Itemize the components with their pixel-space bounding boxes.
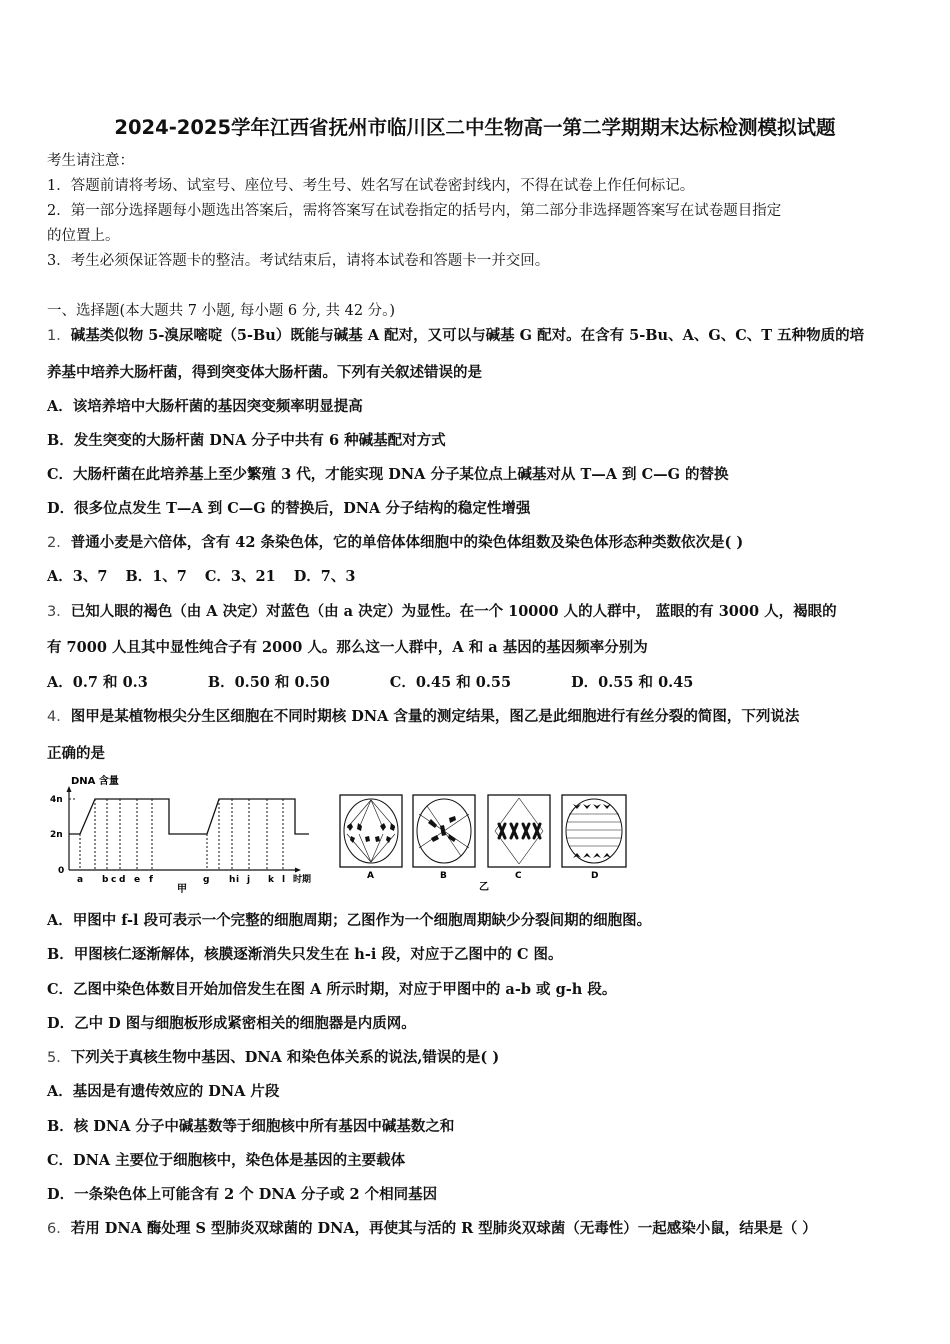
spindle-fiber — [371, 834, 395, 862]
cell-wall — [562, 795, 626, 867]
question-1-option-b: B．发生突变的大肠杆菌 DNA 分子中共有 6 种碱基配对方式 — [47, 432, 446, 449]
question-number: 1． — [47, 328, 71, 344]
option-c: C．3、21 — [204, 568, 276, 585]
cell-membrane — [344, 799, 398, 863]
question-text: 下列关于真核生物中基因、DNA 和染色体关系的说法,错误的是( ) — [70, 1049, 500, 1066]
chromosome — [365, 836, 370, 842]
question-2-stem — [47, 533, 743, 553]
question-text: 若用 DNA 酶处理 S 型肺炎双球菌的 DNA，再使其与活的 R 型肺炎双球菌（无毒性）一起感染小鼠，结果是（ ） — [70, 1220, 817, 1237]
chromosome — [449, 816, 456, 823]
notice-heading: 考生请注意： — [47, 153, 134, 169]
xtick-d: d — [119, 875, 126, 885]
x-axis-label: 时期 — [293, 875, 312, 885]
option-c: C．0.45 和 0.55 — [389, 674, 512, 691]
question-3-stem-2: 有 7000 人且其中显性纯合子有 2000 人。那么这一人群中，A 和 a 基因的基因频率分别为 — [47, 639, 648, 656]
ytick-2n: 2n — [50, 830, 63, 840]
question-text: 普通小麦是六倍体，含有 42 条染色体，它的单倍体体细胞中的染色体组数及染色体形态种类数依次是( ) — [70, 534, 744, 551]
dna-curve — [69, 799, 309, 834]
question-1-option-c: C．大肠杆菌在此培养基上至少繁殖 3 代，才能实现 DNA 分子某位点上碱基对从 T—A 到 C—G 的替换 — [47, 466, 729, 483]
question-1-option-a: A．该培养培中大肠杆菌的基因突变频率明显提高 — [47, 398, 363, 415]
section-heading: 一、选择题(本大题共 7 小题, 每小题 6 分, 共 42 分。) — [47, 303, 396, 319]
chromosome — [583, 853, 591, 858]
xtick-c: c — [111, 875, 117, 885]
question-text: 已知人眼的褐色（由 A 决定）对蓝色（由 a 决定）为显性。在一个 10000 人的人群中， 蓝眼的有 3000 人，褐眼的 — [70, 603, 837, 620]
chromosome — [390, 823, 395, 831]
notice-item-3: 3．考生必须保证答题卡的整洁。考试结束后，请将本试卷和答题卡一并交回。 — [47, 253, 550, 269]
spindle-fiber — [359, 800, 371, 828]
chromosome — [593, 853, 601, 858]
xtick-g: g — [203, 875, 210, 885]
spindle-fiber — [371, 800, 383, 828]
option-a: A．0.7 和 0.3 — [47, 674, 148, 691]
ytick-4n: 4n — [50, 795, 63, 805]
question-text: 碱基类似物 5-溴尿嘧啶（5-Bu）既能与碱基 A 配对，又可以与碱基 G 配对。在含有 5-Bu、A、G、C、T 五种物质的培 — [70, 327, 865, 344]
notice-item-2: 2．第一部分选择题每小题选出答案后，需将答案写在试卷指定的括号内，第二部分非选择题答案写在试卷题目指定 — [47, 203, 782, 219]
question-5-option-a: A．基因是有遗传效应的 DNA 片段 — [47, 1083, 280, 1100]
chromosome — [350, 836, 355, 843]
question-number: 3． — [47, 604, 71, 620]
x-tick-labels — [77, 873, 311, 885]
question-number: 6． — [47, 1221, 71, 1237]
x-axis-arrow — [295, 868, 301, 873]
graph-ylabel: DNA 含量 — [71, 776, 119, 787]
chromosome — [603, 804, 611, 809]
cell-label-a: A — [367, 871, 374, 881]
option-b: B．1、7 — [125, 568, 187, 585]
question-6-stem — [47, 1219, 817, 1239]
spindle-fibers — [347, 800, 395, 862]
question-text: 图甲是某植物根尖分生区细胞在不同时期核 DNA 含量的测定结果，图乙是此细胞进行有丝分裂的简图，下列说法 — [70, 708, 800, 725]
chromosome — [347, 823, 353, 831]
question-1-option-d: D．很多位点发生 T—A 到 C—G 的替换后，DNA 分子结构的稳定性增强 — [47, 500, 531, 517]
chromosomes — [573, 804, 611, 858]
question-4-option-a: A．甲图中 f-l 段可表示一个完整的细胞周期；乙图作为一个细胞周期缺少分裂间期的细胞图。 — [47, 912, 652, 929]
option-d: D．7、3 — [293, 568, 356, 585]
chromosome — [386, 836, 391, 843]
chromosomes — [347, 823, 395, 843]
chromosome — [593, 804, 601, 809]
question-4-option-c: C．乙图中染色体数目开始加倍发生在图 A 所示时期，对应于甲图中的 a-b 或 g-h 段。 — [47, 981, 617, 998]
question-5-stem — [47, 1048, 499, 1068]
option-a: A．3、7 — [47, 568, 108, 585]
cell-d — [562, 795, 626, 881]
question-number: 4． — [47, 709, 71, 725]
question-4-stem-1 — [47, 707, 799, 727]
xtick-f: f — [149, 875, 153, 885]
question-3-options — [47, 673, 693, 693]
cell-b — [413, 795, 475, 881]
chromosomes — [428, 816, 456, 842]
graph-caption: 甲 — [177, 884, 187, 894]
option-d: D．0.55 和 0.45 — [571, 674, 694, 691]
xtick-b: b — [102, 875, 109, 885]
chromosome — [603, 853, 611, 858]
cell-label-d: D — [591, 871, 599, 881]
question-4-stem-2: 正确的是 — [47, 745, 105, 762]
xtick-j: j — [247, 875, 251, 885]
exam-title: 2024-2025学年江西省抚州市临川区二中生物高一第二学期期末达标检测模拟试题 — [114, 116, 836, 139]
chromosome — [375, 836, 380, 842]
question-4-option-b: B．甲图核仁逐渐解体，核膜逐渐消失只发生在 h-i 段，对应于乙图中的 C 图。 — [47, 946, 563, 963]
chromosome — [583, 804, 591, 809]
cell-cycle-figure — [47, 774, 647, 894]
cell-c — [488, 795, 550, 881]
cell-wall — [488, 795, 550, 867]
question-5-option-b: B．核 DNA 分子中碱基数等于细胞核中所有基因中碱基数之和 — [47, 1118, 455, 1135]
notice-item-1: 1．答题前请将考场、试室号、座位号、考生号、姓名写在试卷密封线内，不得在试卷上作任何标记。 — [47, 178, 695, 194]
question-5-option-d: D．一条染色体上可能含有 2 个 DNA 分子或 2 个相同基因 — [47, 1186, 438, 1203]
dna-content-graph — [50, 774, 311, 894]
xtick-k: k — [268, 875, 274, 885]
xtick-a: a — [77, 875, 84, 885]
cells-caption: 乙 — [479, 882, 489, 893]
chromosome — [431, 835, 439, 842]
cell-label-b: B — [440, 871, 447, 881]
notice-item-2-cont: 的位置上。 — [47, 228, 120, 244]
question-1-stem-1 — [47, 326, 864, 346]
cell-membrane — [566, 799, 622, 863]
spindle-fibers — [567, 814, 621, 846]
chromosome — [380, 823, 386, 831]
question-1-stem-2: 养基中培养大肠杆菌，得到突变体大肠杆菌。下列有关叙述错误的是 — [47, 364, 482, 381]
cell-a — [340, 795, 402, 881]
xtick-i: i — [236, 875, 240, 885]
cell-label-c: C — [515, 871, 522, 881]
question-2-options — [47, 567, 355, 587]
question-5-option-c: C．DNA 主要位于细胞核中，染色体是基因的主要载体 — [47, 1152, 406, 1169]
ytick-0: 0 — [58, 866, 65, 876]
chromosomes — [499, 824, 540, 838]
cell-wall — [340, 795, 402, 867]
xtick-h: h — [229, 875, 236, 885]
xtick-l: l — [282, 875, 286, 885]
chromosome — [428, 819, 437, 828]
question-number: 2． — [47, 535, 71, 551]
chromosome — [357, 823, 362, 831]
xtick-e: e — [134, 875, 141, 885]
question-4-option-d: D．乙中 D 图与细胞板形成紧密相关的细胞器是内质网。 — [47, 1015, 416, 1032]
question-3-stem-1 — [47, 602, 837, 622]
question-number: 5． — [47, 1050, 71, 1066]
option-b: B．0.50 和 0.50 — [207, 674, 330, 691]
